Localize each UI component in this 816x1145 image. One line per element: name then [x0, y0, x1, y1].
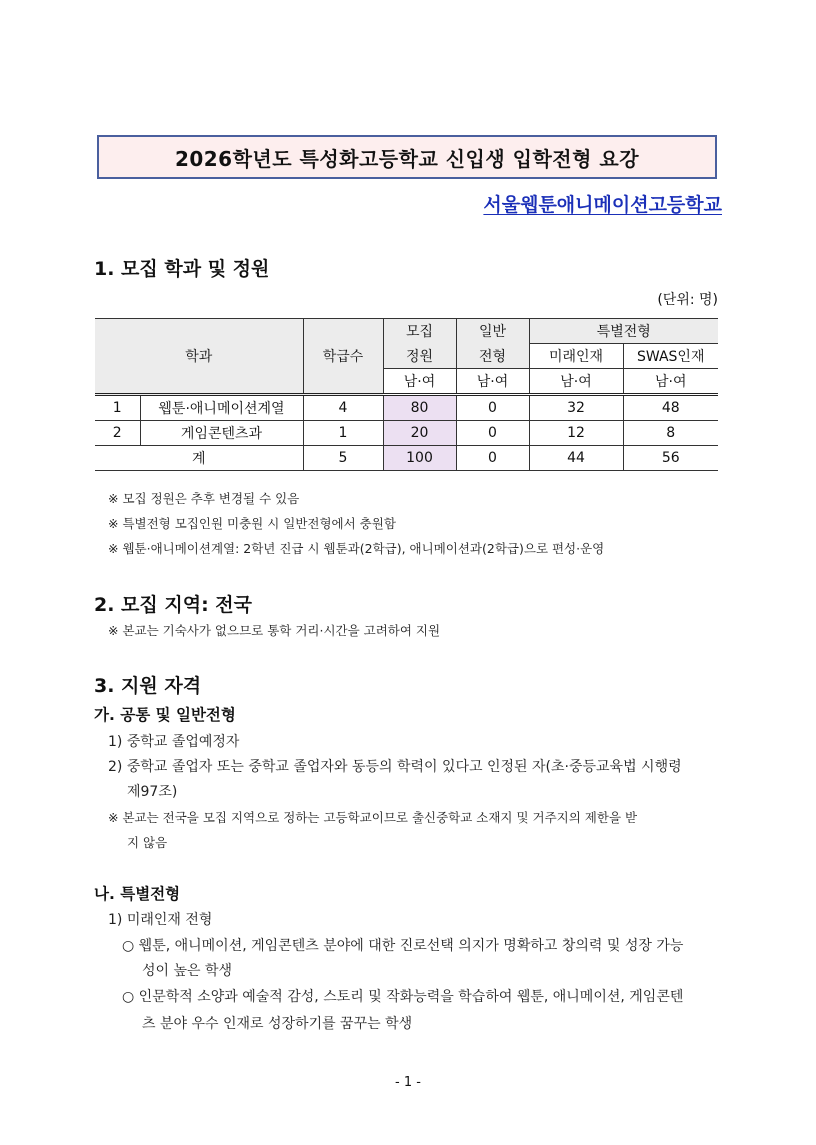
header-gender: 남·여 [383, 369, 456, 395]
qualification-item-2: 2) 중학교 졸업자 또는 중학교 졸업자와 동등의 학력이 있다고 인정된 자(초·중등교육법 시행령 [108, 759, 682, 775]
section2-heading: 2. 모집 지역: 전국 [94, 594, 253, 616]
row-quota: 20 [383, 421, 456, 446]
row-classes: 1 [303, 421, 383, 446]
row-general: 0 [456, 421, 529, 446]
header-swas: SWAS인재 [623, 344, 718, 369]
section1-heading: 1. 모집 학과 및 정원 [94, 258, 270, 280]
table-row [95, 421, 718, 446]
special-bullet-1-cont: 성이 높은 학생 [142, 963, 233, 979]
row-general: 0 [456, 395, 529, 421]
special-bullet-1: ○ 웹툰, 애니메이션, 게임콘텐츠 분야에 대한 진로선택 의지가 명확하고 창의력 및 성장 가능 [122, 938, 684, 954]
total-general: 0 [456, 446, 529, 471]
total-classes: 5 [303, 446, 383, 471]
subsection-general-heading: 가. 공통 및 일반전형 [94, 706, 236, 724]
page-number: - 1 - [395, 1075, 421, 1090]
table-total-row [95, 446, 718, 471]
note-region-unrestricted: ※ 본교는 전국을 모집 지역으로 정하는 고등학교이므로 출신중학교 소재지 및 거주지의 제한을 받 [108, 810, 638, 825]
note-quota-change: ※ 모집 정원은 추후 변경될 수 있음 [108, 491, 300, 506]
special-item-1: 1) 미래인재 전형 [108, 912, 213, 928]
row-quota: 80 [383, 395, 456, 421]
header-gender: 남·여 [529, 369, 623, 395]
row-future: 12 [529, 421, 623, 446]
document-title [97, 135, 717, 179]
header-dept: 학과 [95, 319, 303, 395]
header-classes: 학급수 [303, 319, 383, 395]
row-dept: 웹툰·애니메이션계열 [140, 395, 303, 421]
row-future: 32 [529, 395, 623, 421]
row-dept: 게임콘텐츠과 [140, 421, 303, 446]
special-bullet-2-cont: 츠 분야 우수 인재로 성장하기를 꿈꾸는 학생 [142, 1016, 413, 1032]
row-number: 2 [95, 421, 140, 446]
row-number: 1 [95, 395, 140, 421]
row-swas: 48 [623, 395, 718, 421]
header-future: 미래인재 [529, 344, 623, 369]
header-gender: 남·여 [623, 369, 718, 395]
qualification-item-1: 1) 중학교 졸업예정자 [108, 734, 240, 750]
header-general-bottom: 전형 [456, 344, 529, 369]
subsection-special-heading: 나. 특별전형 [94, 885, 181, 903]
total-swas: 56 [623, 446, 718, 471]
note-department-split: ※ 웹툰·애니메이션계열: 2학년 진급 시 웹툰과(2학급), 애니메이션과(2학급)으로 편성·운영 [108, 541, 605, 556]
section3-heading: 3. 지원 자격 [94, 675, 202, 697]
note-special-fill: ※ 특별전형 모집인원 미충원 시 일반전형에서 충원함 [108, 516, 396, 531]
school-name: 서울웹툰애니메이션고등학교 [483, 194, 722, 216]
unit-label: (단위: 명) [657, 292, 718, 308]
total-future: 44 [529, 446, 623, 471]
row-swas: 8 [623, 421, 718, 446]
header-quota-bottom: 정원 [383, 344, 456, 369]
total-quota: 100 [383, 446, 456, 471]
header-gender: 남·여 [456, 369, 529, 395]
document-title-text: 2026학년도 특성화고등학교 신입생 입학전형 요강 [174, 146, 640, 171]
header-special: 특별전형 [529, 319, 718, 344]
qualification-item-2-cont: 제97조) [127, 784, 178, 800]
note-region-unrestricted-cont: 지 않음 [127, 835, 168, 850]
note-no-dormitory: ※ 본교는 기숙사가 없으므로 통학 거리·시간을 고려하여 지원 [108, 623, 441, 638]
total-label: 계 [95, 446, 303, 471]
row-classes: 4 [303, 395, 383, 421]
header-general-top: 일반 [456, 319, 529, 344]
recruitment-table [95, 318, 718, 471]
table-row [95, 395, 718, 421]
special-bullet-2: ○ 인문학적 소양과 예술적 감성, 스토리 및 작화능력을 학습하여 웹툰, 애니메이션, 게임콘텐 [122, 989, 684, 1005]
header-quota-top: 모집 [383, 319, 456, 344]
